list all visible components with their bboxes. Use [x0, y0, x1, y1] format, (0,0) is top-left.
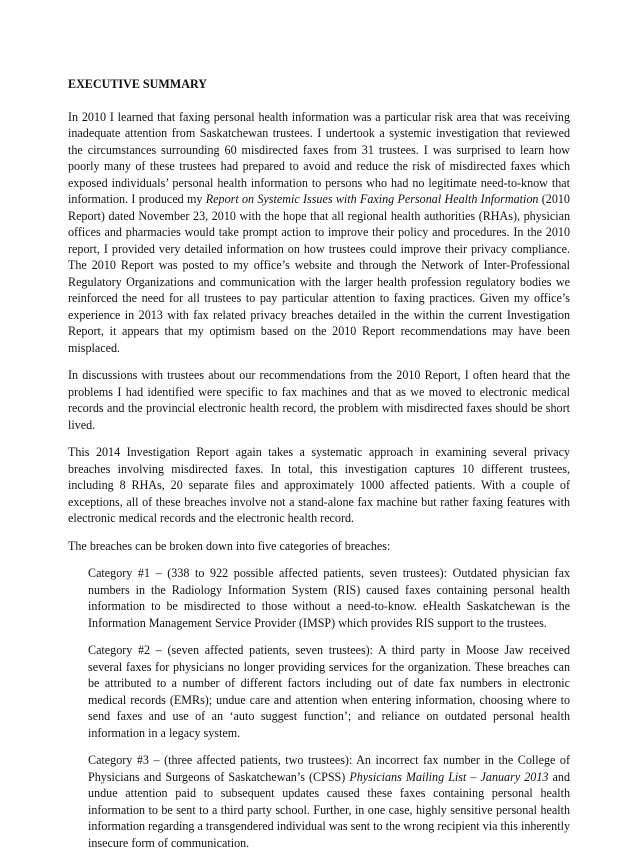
paragraph-2014-report: This 2014 Investigation Report again takes a systematic approach in examining several privacy breaches involving misdirected faxes. In total, this investigation captures 10 different trustees, including 8 RHAs, 20 separate files and approximately 1000 affected patients. With a couple of exceptions, all of these breaches involve not a stand-alone fax machine but rather faxing features with electronic medical records and the electronic health record. [68, 445, 570, 525]
paragraph-discussions: In discussions with trustees about our recommendations from the 2010 Report, I often heard that the problems I had identified were specific to fax machines and that as we moved to electronic medical records and the provincial electronic health record, the problem with misdirected faxes should be short lived. [68, 368, 570, 432]
category-2: Category #2 – (seven affected patients, seven trustees): A third party in Moose Jaw received several faxes for physicians no longer providing services for the organization. These breaches can be attributed to a number of different factors including out of date fax numbers in electronic medical records (EMRs); undue care and attention when entering information, choosing where to send faxes and use of an ‘auto suggest function’; and reliance on outdated personal health information in a legacy system. [88, 643, 570, 740]
mailing-list-title: Physicians Mailing List – January 2013 [349, 769, 549, 784]
report-title: Report on Systemic Issues with Faxing Personal Health Information [205, 192, 539, 206]
category-text: and undue attention paid to subsequent updates caused these faxes containing personal health information to be sent to a third party school. Further, in one case, highly sensitive personal health information regarding a transgendered individual was sent to the wrong recipient via this inherently insecure form of communication. [88, 769, 570, 850]
paragraph-2010-background [68, 109, 570, 357]
paragraph-text: (2010 Report) dated November 23, 2010 with the hope that all regional health authorities (RHAs), physician offices and pharmacies would take prompt action to improve their policy and procedures. In the 2010 report, I provided very detailed information on how trustees could improve their privacy compliance. The 2010 Report was posted to my office’s website and through the Network of Inter-Professional Regulatory Organizations and communication with the larger health profession regulatory bodies we reinforced the need for all trustees to pay particular attention to faxing practices. Given my office’s experience in 2013 with fax related privacy breaches detailed in the within the current Investigation Report, it appears that my optimism based on the 2010 Report recommendations may have been misplaced. [68, 192, 570, 355]
category-3 [88, 752, 570, 851]
category-1: Category #1 – (338 to 922 possible affected patients, seven trustees): Outdated physician fax numbers in the Radiology Information System (RIS) caused faxes containing personal health information to be misdirected to those without a need-to-know. eHealth Saskatchewan is the Information Management Service Provider (IMSP) which provides RIS support to the trustees. [88, 566, 570, 630]
paragraph-text: In 2010 I learned that faxing personal health information was a particular risk area that was receiving inadequate attention from Saskatchewan trustees. I undertook a systemic investigation that reviewed the circumstances surrounding 60 misdirected faxes from 31 trustees. I was surprised to learn how poorly many of these trustees had prepared to avoid and reduce the risk of misdirected faxes which exposed individuals’ personal health information to persons who had no legitimate need-to-know that information. I produced my [68, 109, 570, 206]
section-heading: EXECUTIVE SUMMARY [68, 77, 207, 91]
paragraph-categories-intro: The breaches can be broken down into five categories of breaches: [68, 538, 391, 553]
category-text: Category #3 – (three affected patients, two trustees): An incorrect fax number in the College of Physicians and Surgeons of Saskatchewan’s (CPSS) [88, 753, 570, 784]
